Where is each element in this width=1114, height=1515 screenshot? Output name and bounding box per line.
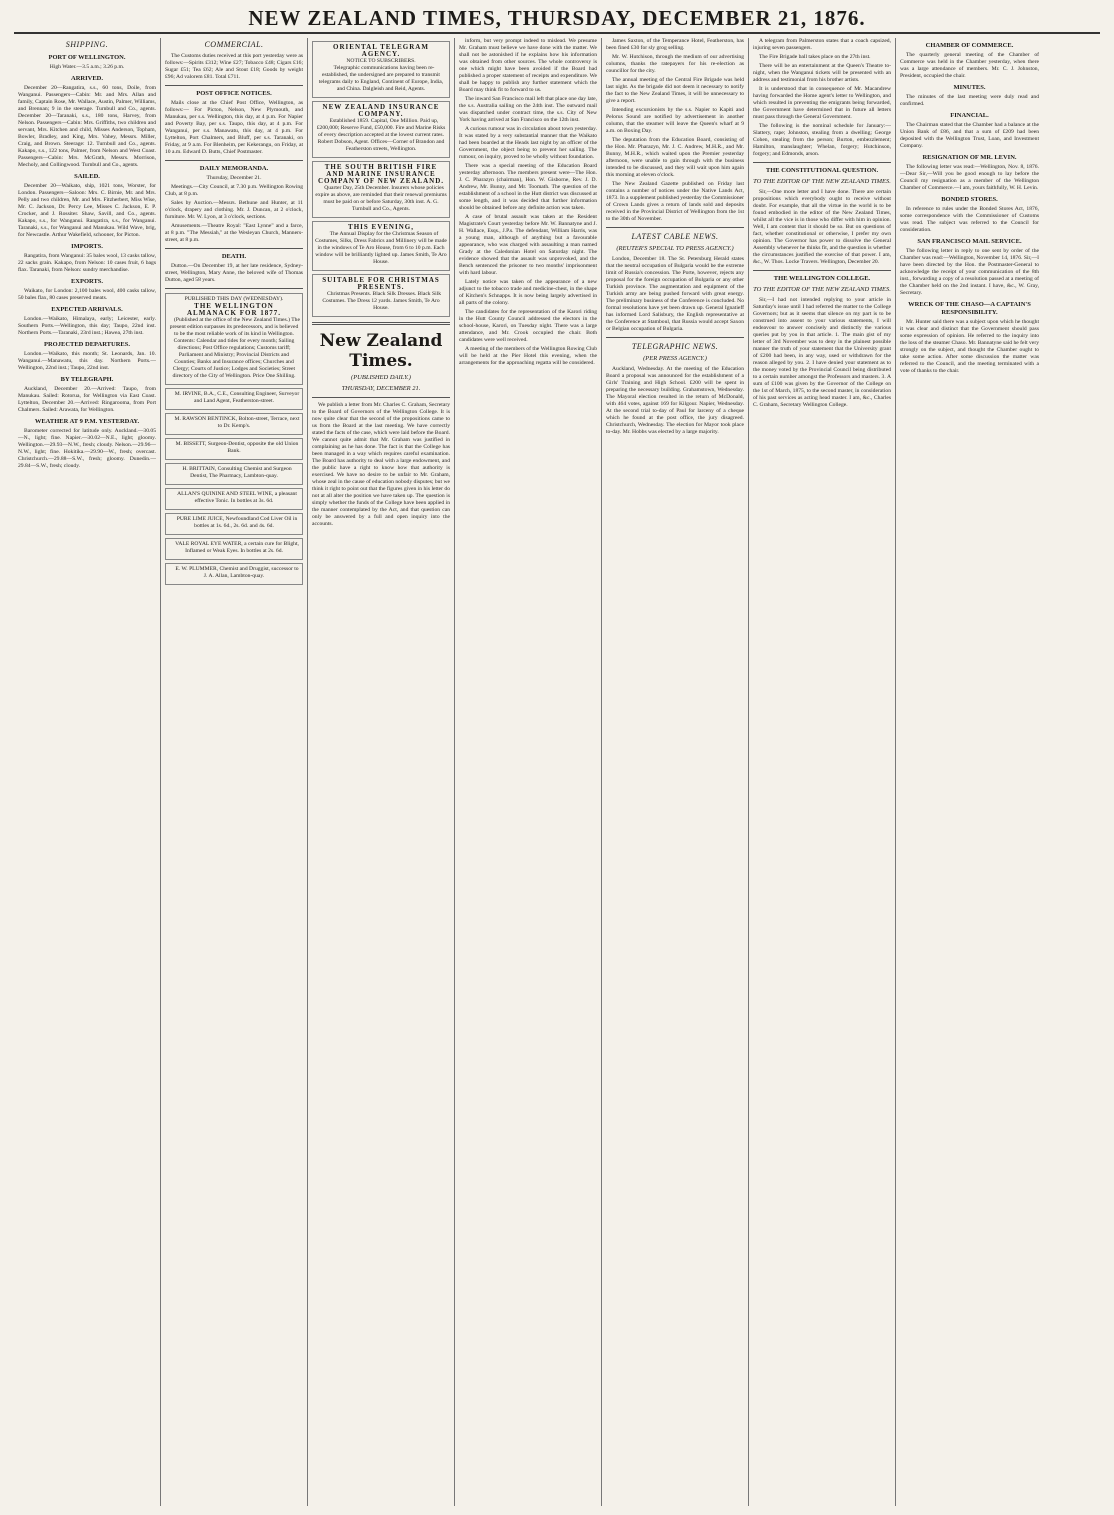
advert-text: VALE ROYAL EYE WATER, a certain cure for Blight, Inflamed or Weak Eyes. In bottles at 2s. 6d.: [175, 541, 299, 554]
sales-text: Sales by Auction.—Messrs. Bethune and Hunter, at 11 o'clock, drapery and clothing. Mr. J. Duncan, at 2 o'clock, furniture. Mr. W. Lyon, at 3 o'clock, sections.: [165, 200, 303, 220]
telegraphic-heading: TELEGRAPHIC NEWS.: [631, 342, 719, 351]
paper-date: THURSDAY, DECEMBER 21.: [341, 385, 421, 392]
divider: [165, 248, 303, 249]
double-rule: [312, 322, 450, 325]
exports-heading: EXPORTS.: [70, 278, 104, 285]
divider: [606, 337, 744, 338]
port-heading: PORT OF WELLINGTON.: [48, 54, 126, 61]
advert-text: ALLAN'S QUININE AND STEEL WINE, a pleasant effective Tonic. In bottles at 3s. 6d.: [177, 491, 297, 504]
news-item: James Saxton, of the Temperance Hotel, Featherston, has been fined £30 for sly grog selling.: [606, 38, 744, 51]
evening-title: THIS EVENING,: [348, 223, 414, 231]
weather-text: Barometer corrected for latitude only. Auckland.—30.05—N., light; fine. Napier.—30.02—N.E., light; gloomy. Wellington.—29.93—N.W., fresh; cloudy. Nelson.—29.96—N.W., light; fine. Hokitika.—29.90—W., fresh; overcast. Christchurch.—29.88—S.W., fresh; gloomy. Dunedin.—29.84—S.W., fresh; cloudy.: [18, 428, 156, 469]
news-item: There will be an entertainment at the Queen's Theatre to-night, when the Wanganui tickets will be presented with an address and testimonial from his brother artists.: [753, 63, 891, 83]
paper-title: New Zealand Times.: [319, 331, 443, 371]
leader-continued: inform, but very prompt indeed to mislead. We presume Mr. Graham must believe we have done with the matter. We shall not be astonished if he explains how his information was obtained from other sources. The whole controversy is one which might have been avoided if the Board had published a proper statement of receipts and expenditure. We shall be happy to publish any further statement which the Board may think fit to forward to us.: [459, 38, 597, 93]
telegram-title: ORIENTAL TELEGRAM AGENCY.: [333, 43, 429, 58]
post-heading: POST OFFICE NOTICES.: [196, 90, 272, 97]
advert-text: H. BRITTAIN, Consulting Chemist and Surgeon Dentist, The Pharmacy, Lambton-quay.: [182, 466, 292, 479]
imports-heading: IMPORTS.: [71, 243, 103, 250]
college-sub: TO THE EDITOR OF THE NEW ZEALAND TIMES.: [753, 286, 891, 293]
telegram-text: Telegraphic communications having been re-established, the undersigned are prepared to transmit telegrams daily to England, Continent of Europe, India, and China. Dalgleish and Reid, Agents.: [318, 65, 444, 92]
leader-text: We publish a letter from Mr. Charles C. Graham, Secretary to the Board of Governors of the Wellington College. It is now quite clear that the second of the propositions came to us from the Board at the last meeting. We have correctly stated the facts of the case, which were laid before the Board. We cannot quite admit that Mr. Graham was justified in complaining as he has done. The fact is that the College has been managed in a way which requires careful examination. The Board has authority to deal with a large endowment, and the public have a right to know how that authority is exercised. We have no desire to be unfair to Mr. Graham, whose zeal in the cause of education nobody disputes; but we think it right to point out that the figures given in his letter do not at all alter the position we have taken up. The question is simply whether the funds of the College have been applied in the manner contemplated by the Act, and that question can only be answered by a full and open inquiry into the accounts.: [312, 402, 450, 527]
arrived-heading: ARRIVED.: [71, 75, 103, 82]
constitutional-heading: THE CONSTITUTIONAL QUESTION.: [765, 167, 879, 174]
constitutional-text: Sir,—One more letter and I have done. There are certain propositions which everybody ought to receive without doubt. For example, that all the virtue in the world is to be found embodied in the editor of the New Zealand Times, whilst all the vice is in those who differ with him in opinion. Well, I am content that it should be so. But on questions of fact, whether constitutional or otherwise, I prefer my own opinion. The Governor has power to dissolve the General Assembly whenever he thinks fit, and the question is whether the circumstances justified the exercise of that power. I am, &c., W. Thos. Locke Travers. Wellington, December 20.: [753, 189, 891, 265]
news-item: Intending excursionists by the s.s. Napier to Kapiti and Pelorus Sound are notified by advertisement in another column, that the steamer will leave the Queen's wharf at 9 a.m. on Boxing Day.: [606, 107, 744, 134]
amusements-text: Amusements.—Theatre Royal: "East Lynne" and a farce, at 8 p.m. "The Messiah," at the Wesleyan Church, Manners-street, at 8 p.m.: [165, 223, 303, 243]
advert-lime-juice: [165, 513, 303, 535]
news-item: The Fire Brigade ball takes place on the 27th inst.: [759, 54, 871, 60]
news-item: The annual meeting of the Central Fire Brigade was held last night. As the brigade did not deem it necessary to notify the fact to the New Zealand Times, it will be unnecessary to give a report.: [606, 77, 744, 104]
projected-heading: PROJECTED DEPARTURES.: [44, 341, 130, 348]
meetings-text: Meetings.—City Council, at 7.30 p.m. Wellington Rowing Club, at 8 p.m.: [165, 184, 303, 197]
insurance-advert: [312, 101, 450, 158]
south-british-text: Quarter Day, 25th December. Insurers whose policies expire as above, are reminded that their renewal premiums must be paid on or before Saturday, 30th inst. A. G. Turnbull and Co., Agents.: [315, 185, 447, 212]
divider: [165, 288, 303, 289]
schnapps-note: Lately notice was taken of the appearance of a new adjunct to the tobacco trade and medicine-chest, in the shape of Kitchen's Schnapps. It is now being largely advertised in all parts of the colony.: [459, 279, 597, 306]
mail-service-text: The following letter in reply to one sent by order of the Chamber was read:—Wellington, November 14, 1876. Sir,—I have been directed by the Hon. the Postmaster-General to acknowledge the receipt of your communication of the 8th inst., forwarding a copy of a resolution passed at a meeting of the Chamber held on the 2nd instant. I have, &c., W. Gray, Secretary.: [900, 248, 1039, 296]
advert-brittain: [165, 463, 303, 485]
wreck-text: Mr. Hunter said there was a subject upon which he thought it was clear and distinct that the Government should pass some expression of opinion. He referred to the inquiry into the loss of the steamer Chaso. Mr. Bannatyne said he felt very strongly on the subject, and thought the Chamber ought to take some action. After some discussion the matter was referred to the Council, and the meeting terminated with a vote of thanks to the chair.: [900, 319, 1039, 374]
sailed-text: December 20—Waikato, ship, 1021 tons, Worster, for London. Passengers—Saloon: Mrs. C. Birnie, Mr. and Mrs. Pelly and two children, Mr. and Mrs. Fitzherbert, Miss Wise, Mr. C. Jackson, Dr. Percy Lee, Misses C. Jackson, E. P. Crocker, and J. Rossiter. Shaw, Savill, and Co., agents. Kakapo, s.s., for Wanganui. Rangatira, s.s., for Wanganui. Taranaki, s.s., for Wanganui and Manukau. Wild Wave, brig, for Newcastle. Arthur Wakefield, schooner, for Picton.: [18, 183, 156, 238]
financial-text: The Chairman stated that the Chamber had a balance at the Union Bank of £86, and that a sum of £209 had been deposited with the Wellington Trust, Loan, and Investment Company.: [900, 122, 1039, 149]
telegram-agency-advert: [312, 41, 450, 98]
news-item: The following is the nominal schedule for January:—Slattery, rape; Johnston, stealing from a dwelling; George Cohen, stealing from the person; Burton, embezzlement; Hamilton, manslaughter; Whelan, forgery; Hutchinson, forgery; and Edmonds, arson.: [753, 123, 891, 157]
chamber-intro: The quarterly general meeting of the Chamber of Commerce was held in the Chamber yesterday, when there was a large attendance of members. Mr. C. J. Johnston, President, occupied the chair.: [900, 52, 1039, 79]
divider: [312, 397, 450, 398]
column-news: [602, 38, 749, 1506]
almanack-heading: PUBLISHED THIS DAY (WEDNESDAY).: [184, 296, 284, 302]
projected-text: London.—Waikato, this month; St. Leonards, Jan. 10. Wanganui.—Manawatu, this day. Northern Ports.—Wellington, 22nd inst.; Taupo, 22nd inst.: [18, 351, 156, 371]
news-item: A telegram from Palmerston states that a coach capsized, injuring seven passengers.: [753, 38, 891, 51]
advert-text: M. BISSETT, Surgeon-Dentist, opposite the old Union Bank.: [175, 441, 299, 454]
chamber-heading: CHAMBER OF COMMERCE.: [925, 42, 1014, 49]
telegram-sub: NOTICE TO SUBSCRIBERS.: [346, 58, 416, 64]
advert-quinine: [165, 488, 303, 510]
advert-bissett: [165, 438, 303, 460]
death-text: Dutton.—On December 19, at her late residence, Sydney-street, Wellington, Mary Anne, the beloved wife of Thomas Dutton, aged 58 years.: [165, 263, 303, 283]
news-item: It is understood that in consequence of Mr. Macandrew having forwarded the Home agent's letter to Wellington, and which resulted in preventing the emigrants being forwarded, the Government have determined that in future all letters must pass through the General Government.: [753, 86, 891, 120]
column-shipping: [14, 38, 161, 1506]
advert-text: M. IRVINE, B.A., C.E., Consulting Engineer, Surveyor and Land Agent, Featherston-street.: [174, 391, 300, 404]
news-item: Mr. W. Hutchison, through the medium of our advertising columns, thanks the ratepayers for his re-election as councillor for the city.: [606, 54, 744, 74]
mail-note: The inward San Francisco mail left that place one day late, the s.s. Australia sailing on the 24th inst. The outward mail was dispatched under contract time, the s.s. City of New York having arrived at San Francisco on the 12th inst.: [459, 96, 597, 123]
assault-note: A case of brutal assault was taken at the Resident Magistrate's Court yesterday before Mr. W. Bannatyne and J. H. Wallace, Esqs., J.P.s. The defendant, William Harris, was a young man, although of anything but a favourable appearance, who was charged with assaulting a man named Grady at the Caledonian Hotel on Saturday night. The evidence showed that the assault was unprovoked, and the Bench sentenced the prisoner to two months' imprisonment with hard labour.: [459, 214, 597, 276]
commercial-text: The Customs duties received at this port yesterday were as follows:—Spirits £312; Wine £27; Tobacco £48; Cigars £16; Sugar £51; Tea £62; Ale and Stout £18; Goods by weight £96; Ad valorem £81. Total £711.: [165, 53, 303, 80]
tide-text: High Water.—3.5 a.m.; 3.26 p.m.: [49, 64, 125, 70]
masthead: NEW ZEALAND TIMES, THURSDAY, DECEMBER 21, 1876.: [14, 6, 1100, 34]
advert-text: M. RAWSON BENTINCK, Bolton-street, Terrace, next to Dr. Kemp's.: [174, 416, 300, 429]
college-heading: THE WELLINGTON COLLEGE.: [773, 275, 871, 282]
almanack-advert: [165, 293, 303, 385]
education-board-note: There was a special meeting of the Education Board yesterday afternoon. The members present were—The Hon. J. C. Pharazyn (chairman), Hon. W. Gisborne, Rev. J. D. Andrew, Mr. Bunny, and Mr. Toomath. The question of the establishment of a school in the Hutt district was discussed at some length, and it was decided that further information should be obtained before any definite action was taken.: [459, 163, 597, 211]
memo-date: Thursday, December 21.: [206, 175, 262, 181]
suitable-title: SUITABLE FOR CHRISTMAS PRESENTS.: [322, 276, 440, 291]
evening-text: The Annual Display for the Christmas Season of Costumes, Silks, Dress Fabrics and Millinery will be made in the windows of Te Aro House, from 6 to 10 p.m. Each window will be brilliantly lighted up. James Smith, Te Aro House.: [315, 231, 447, 265]
expected-heading: EXPECTED ARRIVALS.: [51, 306, 123, 313]
death-heading: DEATH.: [221, 253, 247, 260]
news-item: The New Zealand Gazette published on Friday last contains a number of notices under the Native Lands Act, 1873. In a supplement published yesterday the Commissioner of Crown Lands gives a return of lands sold and deposits received in the Provincial District of Wellington from the 1st to the 30th of November.: [606, 181, 744, 222]
expected-text: London.—Waikato, Himalaya, early; Leicester, early. Southern Ports.—Wellington, this day; Taupo, 22nd inst. Northern Ports.—Taranaki, 23rd inst.; Hawea, 27th inst.: [18, 316, 156, 336]
college-text: Sir,—I had not intended replying to your article in Saturday's issue until I had referred the matter to the College Governors; but as it seems that silence on my part is to be construed into assent to your various statements, I will endeavour to answer concisely and distinctly the various queries put by you in that article. 1. The main gist of my letter of 3rd November was to deny in the plainest possible manner the truth of your statement that the University grant of £200 had been, in any way, used or withdrawn for the reason alleged by you. 2. I have denied your statement as to the money voted by the Provincial Council being distributed to a certain number amongst the Professors and masters. 3. A sum of £100 was given by the Governor of the College on the 1st of March, 1875, to the second master, in consideration of his past services as acting head master. I am, &c., Charles C. Graham, Secretary Wellington College.: [753, 297, 891, 408]
almanack-title: THE WELLINGTON ALMANACK FOR 1877.: [186, 302, 282, 317]
arrived-text: December 20—Rangatira, s.s., 60 tons, Doile, from Wanganui. Passengers—Cabin: Mr. and Mrs. Allan and family, Captain Rose, Mr. Wallace, Austin, Palmer, Williams, and Brennan; 9 in the steerage. Turnbull and Co., agents. December 20—Taranaki, s.s., 180 tons, Harvey, from Nelson. Passengers—Cabin: Mrs. Griffiths, two children and servant, Mrs. Kitchen and child, Misses Anderson, Topham, Bowler, Bradley, and King, Mrs. Vahey, Messrs. Miller, Craig, and Brown. Steerage: 12. Turnbull and Co., agents. Kakapo, s.s., 122 tons, Palmer, from Nelson and West Coast. Passengers—Cabin: Mrs. McGrath, Messrs. Morrison, Mecholy, and Collingwood. Turnbull and Co., agents.: [18, 85, 156, 168]
advert-text: E. W. PLUMMER, Chemist and Druggist, successor to J. A. Allan, Lambton-quay.: [175, 566, 299, 579]
imports-text: Rangatira, from Wanganui: 35 bales wool, 13 casks tallow, 22 sacks grain. Kakapo, from Nelson: 10 cases fruit, 6 bags flax. Taranaki, from Nelson: sundry merchandise.: [18, 253, 156, 273]
column-chamber: [896, 38, 1043, 1506]
sailed-heading: SAILED.: [74, 173, 100, 180]
advert-bentinck: [165, 413, 303, 435]
bonded-text: In reference to rules under the Bonded Stores Act, 1876, some correspondence with the Commissioner of Customs was read. The subject was referred to the Council for consideration.: [900, 206, 1039, 233]
rowing-club-note: A meeting of the members of the Wellington Rowing Club will be held at the Pier Hotel this evening, when the arrangements for the approaching regatta will be considered.: [459, 346, 597, 366]
south-british-title: THE SOUTH BRITISH FIRE AND MARINE INSURANCE COMPANY OF NEW ZEALAND.: [317, 163, 445, 185]
column-editorial: [455, 38, 602, 1506]
resignation-text: The following letter was read:—Wellington, Nov. 8, 1876.—Dear Sir,—Will you be good enough to lay before the Council my resignation as a member of the Wellington Chamber of Commerce.—I am, yours faithfully, W. H. Levin.: [900, 164, 1039, 191]
insurance-text: Established 1859. Capital, One Million. Paid up, £200,000; Reserve Fund, £50,000. Fire and Marine Risks of every description accepted at the lowest current rates. Robert Dobson, Agent. Offices—Corner of Brandon and Featherston streets, Wellington.: [316, 118, 446, 152]
column-notices-leader: [308, 38, 455, 1506]
divider: [165, 85, 303, 86]
exports-text: Waikato, for London: 2,100 bales wool, 400 casks tallow, 50 bales flax, 80 cases preserved meats.: [18, 288, 156, 301]
suitable-text: Christmas Presents. Black Silk Dresses. Black Silk Costumes. The Dress 12 yards. James Smith, Te Aro House.: [322, 291, 442, 311]
divider: [606, 227, 744, 228]
paper-sub: (PUBLISHED DAILY.): [351, 374, 411, 381]
column-letters: [749, 38, 896, 1506]
divider: [165, 160, 303, 161]
christmas-presents-advert: [312, 274, 450, 317]
shipping-heading: SHIPPING.: [65, 40, 109, 49]
memo-heading: DAILY MEMORANDA.: [199, 165, 269, 172]
news-item: The deputation from the Education Board, consisting of the Hon. Mr. Pharazyn, Mr. J. C. Andrew, M.H.R., and Mr. Bunny, M.H.R., which waited upon the Premier yesterday afternoon, were unable to gain through with the business intended to be discussed, and they will wait upon him again this morning at eleven o'clock.: [606, 137, 744, 178]
almanack-text: (Published at the office of the New Zealand Times.) The present edition surpasses its predecessors, and is believed to be the most reliable work of its kind in Wellington. Contents: Calendar and tides for every month; Sailing directions; Post Office regulations; Customs tariff; Parliament and Ministry; Provincial Districts and Counties; Banks and Insurance offices; Churches and Clergy; Courts of Justice; Lodges and Societies; Street directory of the City of Wellington. Price One Shilling.: [169, 317, 300, 379]
constitutional-sub: TO THE EDITOR OF THE NEW ZEALAND TIMES.: [753, 178, 891, 185]
column-commercial: [161, 38, 308, 1506]
advert-plummer: [165, 563, 303, 585]
this-evening-advert: [312, 221, 450, 271]
commercial-heading: COMMERCIAL.: [204, 40, 264, 49]
latest-cable-text: London, December 18. The St. Petersburg Herald states that the neutral occupation of Bulgaria would be the extreme limit of Russia's concession. The Porte, however, rejects any proposal for the foreign occupation of Bulgaria or any other Turkish province. The augmentation and equipment of the Turkish army are being pushed forward with great energy. The preliminary business of the Conference is concluded. No formal resolutions have yet been drawn up. General Ignatieff has informed Lord Salisbury, the English representative at the Conference at Stamboul, that Russia would accept Saxon or Belgian occupation of Bulgaria.: [606, 256, 744, 332]
divider: [753, 270, 891, 271]
telegraph-heading: BY TELEGRAPH.: [60, 376, 114, 383]
minutes-text: The minutes of the last meeting were duly read and confirmed.: [900, 94, 1039, 107]
divider: [753, 162, 891, 163]
karori-note: The candidates for the representation of the Karori riding in the Hutt County Council addressed the electors in the school-house, Karori, on Tuesday night. There was a large attendance, and Mr. Crook occupied the chair. Both candidates were well received.: [459, 309, 597, 343]
latest-cable-sub: (REUTER'S SPECIAL TO PRESS AGENCY.): [616, 245, 734, 252]
advert-text: PURE LIME JUICE, Newfoundland Cod Liver Oil in bottles at 1s. 6d., 2s. 6d. and 4s. 6d.: [176, 516, 298, 529]
advert-eye-water: [165, 538, 303, 560]
telegraphic-sub: (PER PRESS AGENCY.): [643, 355, 707, 362]
wreck-heading: WRECK OF THE CHASO—A CAPTAIN'S RESPONSIBILITY.: [908, 301, 1031, 316]
insurance-title: NEW ZEALAND INSURANCE COMPANY.: [322, 103, 440, 118]
latest-cable-heading: LATEST CABLE NEWS.: [631, 232, 719, 241]
advert-irvine: [165, 388, 303, 410]
telegraph-text: Auckland, December 20.—Arrived: Taupo, from Manukau. Sailed: Rotorua, for Wellington via East Coast. Lyttelton, December 20.—Arrived: Ringarooma, from Port Chalmers. Sailed: Arawata, for Wellington.: [18, 386, 156, 413]
post-text: Mails close at the Chief Post Office, Wellington, as follows:— For Picton, Nelson, New Plymouth, and Manukau, per s.s. Wellington, this day, at 4 p.m. For Napier and Poverty Bay, per s.s. Taupo, this day, at 4 p.m. For Wanganui, per s.s. Manawatu, this day, at 4 p.m. For Lyttelton, Port Chalmers, and Bluff, per s.s. Taranaki, on Friday, at 9 a.m. For Blenheim, per Kekerangu, on Friday, at 10 a.m. Edward D. Butts, Chief Postmaster.: [165, 100, 303, 155]
weather-heading: WEATHER AT 9 P.M. YESTERDAY.: [34, 418, 140, 425]
telegraphic-text: Auckland, Wednesday. At the meeting of the Education Board a proposal was announced for the establishment of a Girls' Training and High School. £200 will be spent in preparing the necessary building. Grahamstown, Wednesday. The Mayoral election resulted in the return of McDonald, with 464 votes, against 169 for Kilgour. Napier, Wednesday. At the second trial to-day of Paul for larceny of a cheque which he found at the post office, the jury disagreed. Christchurch, Wednesday. The election for Mayor took place to-day. Mr. Hobbs was elected by a large majority.: [606, 366, 744, 435]
south-british-advert: [312, 161, 450, 218]
mail-service-heading: SAN FRANCISCO MAIL SERVICE.: [917, 238, 1022, 245]
rumour-note: A curious rumour was in circulation about town yesterday. It was stated by a very substantial manner that the Waikato had been boarded at the Heads last night by an officer of the Government, the object being to prevent her sailing. The rumour, on inquiry, proved to be wholly without foundation.: [459, 126, 597, 160]
minutes-heading: MINUTES.: [953, 84, 986, 91]
financial-heading: FINANCIAL.: [950, 112, 989, 119]
bonded-heading: BONDED STORES.: [941, 196, 998, 203]
resignation-heading: RESIGNATION OF MR. LEVIN.: [922, 154, 1017, 161]
newspaper-page: [14, 38, 1100, 1506]
